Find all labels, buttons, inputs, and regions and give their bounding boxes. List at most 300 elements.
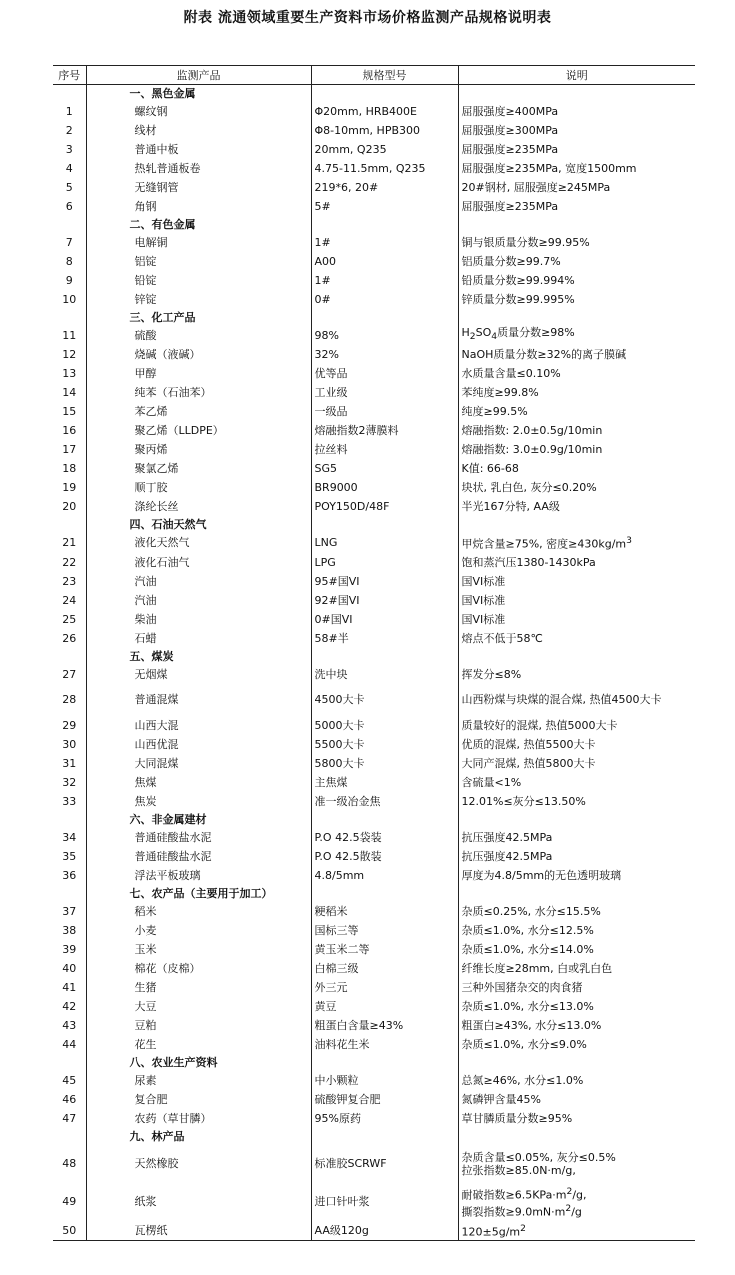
row-index: 30 xyxy=(62,737,77,751)
description: 屈服强度≥300MPa xyxy=(458,121,695,140)
table-row xyxy=(53,533,695,553)
description: 优质的混煤, 热值5500大卡 xyxy=(458,735,695,754)
spec-value: 219*6, 20# xyxy=(311,178,458,197)
product-name: 顺丁胶 xyxy=(86,478,311,497)
description: 纯度≥99.5% xyxy=(458,402,695,421)
header-spec: 规格型号 xyxy=(311,66,458,85)
product-name: 花生 xyxy=(86,1035,311,1054)
row-index: 39 xyxy=(62,942,77,956)
product-name: 天然橡胶 xyxy=(86,1145,311,1183)
description: 锌质量分数≥99.995% xyxy=(458,290,695,309)
product-name: 稻米 xyxy=(86,902,311,921)
row-index: 4 xyxy=(65,161,73,175)
index-cell xyxy=(53,216,86,233)
row-index: 19 xyxy=(62,480,77,494)
row-index: 2 xyxy=(65,123,73,137)
page-title: 附表 流通领域重要生产资料市场价格监测产品规格说明表 xyxy=(183,10,552,26)
product-name: 热轧普通板卷 xyxy=(86,159,311,178)
row-index: 28 xyxy=(62,693,77,706)
spec-value: 0#国VI xyxy=(311,610,458,629)
spec-value: 20mm, Q235 xyxy=(311,140,458,159)
table-row xyxy=(53,828,695,847)
spec-cell xyxy=(311,85,458,102)
spec-value: 5500大卡 xyxy=(311,735,458,754)
category-label: 九、林产品 xyxy=(86,1128,311,1145)
row-index: 3 xyxy=(65,142,73,156)
product-name: 聚丙烯 xyxy=(86,440,311,459)
category-row xyxy=(53,216,695,233)
table-row xyxy=(53,591,695,610)
table-row xyxy=(53,159,695,178)
row-index: 10 xyxy=(62,292,77,306)
spec-cell xyxy=(311,309,458,326)
table-row xyxy=(53,271,695,290)
table-row xyxy=(53,610,695,629)
row-index: 44 xyxy=(62,1037,77,1051)
product-name: 纯苯（石油苯） xyxy=(86,383,311,402)
product-name: 普通中板 xyxy=(86,140,311,159)
spec-value: LNG xyxy=(311,533,458,553)
description-line: 拉张指数≥85.0N·m/g, xyxy=(461,1163,576,1177)
row-index: 26 xyxy=(62,631,77,645)
product-name: 农药（草甘膦） xyxy=(86,1109,311,1128)
table-row xyxy=(53,326,695,345)
row-index: 25 xyxy=(62,612,77,626)
product-name: 大同混煤 xyxy=(86,754,311,773)
category-label: 一、黑色金属 xyxy=(86,85,311,102)
product-name: 涤纶长丝 xyxy=(86,497,311,516)
spec-cell xyxy=(311,811,458,828)
table-row xyxy=(53,478,695,497)
spec-value: 4.8/5mm xyxy=(311,866,458,885)
spec-value: 洗中块 xyxy=(311,665,458,684)
spec-value: 95#国VI xyxy=(311,572,458,591)
spec-value: 外三元 xyxy=(311,978,458,997)
table-row xyxy=(53,1145,695,1183)
spec-value: 油料花生米 xyxy=(311,1035,458,1054)
row-index: 41 xyxy=(62,980,77,994)
product-name: 焦煤 xyxy=(86,773,311,792)
spec-value: SG5 xyxy=(311,459,458,478)
index-cell xyxy=(53,811,86,828)
description-text: 甲烷含量≥75%, 密度≥430kg/m xyxy=(461,537,627,551)
product-name: 锌锭 xyxy=(86,290,311,309)
description xyxy=(458,1145,695,1183)
row-index: 34 xyxy=(62,830,77,844)
table-row xyxy=(53,553,695,572)
row-index: 14 xyxy=(62,385,77,399)
spec-cell xyxy=(311,216,458,233)
row-index: 22 xyxy=(62,555,77,569)
spec-value: 进口针叶浆 xyxy=(311,1183,458,1221)
table-row xyxy=(53,997,695,1016)
product-name: 豆粕 xyxy=(86,1016,311,1035)
description: 水质量含量≤0.10% xyxy=(458,364,695,383)
description-cell xyxy=(458,1054,695,1071)
index-cell xyxy=(53,1054,86,1071)
spec-cell xyxy=(311,1128,458,1145)
spec-value: 一级品 xyxy=(311,402,458,421)
description xyxy=(458,1221,695,1241)
description-line: 杂质含量≤0.05%, 灰分≤0.5% xyxy=(461,1150,616,1164)
spec-value: 标准胶SCRWF xyxy=(311,1145,458,1183)
table-row xyxy=(53,978,695,997)
product-name: 普通硅酸盐水泥 xyxy=(86,847,311,866)
table-row xyxy=(53,402,695,421)
description: 草甘膦质量分数≥95% xyxy=(458,1109,695,1128)
description: 大同产混煤, 热值5800大卡 xyxy=(458,754,695,773)
description: 熔融指数: 2.0±0.5g/10min xyxy=(458,421,695,440)
description: 挥发分≤8% xyxy=(458,665,695,684)
description: 杂质≤1.0%, 水分≤13.0% xyxy=(458,997,695,1016)
description: 抗压强度42.5MPa xyxy=(458,828,695,847)
spec-value: 5000大卡 xyxy=(311,716,458,735)
description xyxy=(458,1183,695,1221)
product-name: 无缝钢管 xyxy=(86,178,311,197)
category-label: 七、农产品（主要用于加工） xyxy=(86,885,311,902)
category-row xyxy=(53,309,695,326)
spec-value: 黄玉米二等 xyxy=(311,940,458,959)
spec-value: P.O 42.5散装 xyxy=(311,847,458,866)
spec-value: 优等品 xyxy=(311,364,458,383)
row-index: 13 xyxy=(62,366,77,380)
product-name: 复合肥 xyxy=(86,1090,311,1109)
table-row xyxy=(53,178,695,197)
row-index: 38 xyxy=(62,923,77,937)
product-name: 瓦楞纸 xyxy=(86,1221,311,1241)
product-name: 浮法平板玻璃 xyxy=(86,866,311,885)
spec-value: 4.75-11.5mm, Q235 xyxy=(311,159,458,178)
table-row xyxy=(53,665,695,684)
description: 熔融指数: 3.0±0.9g/10min xyxy=(458,440,695,459)
product-name: 液化石油气 xyxy=(86,553,311,572)
table-row xyxy=(53,421,695,440)
table-row xyxy=(53,252,695,271)
spec-value: Φ8-10mm, HPB300 xyxy=(311,121,458,140)
description: 杂质≤1.0%, 水分≤12.5% xyxy=(458,921,695,940)
row-index: 36 xyxy=(62,868,77,882)
row-index: 16 xyxy=(62,423,77,437)
spec-value: 4500大卡 xyxy=(311,684,458,716)
description-cell xyxy=(458,309,695,326)
row-index: 35 xyxy=(62,849,77,863)
spec-value: LPG xyxy=(311,553,458,572)
description: 粗蛋白≥43%, 水分≤13.0% xyxy=(458,1016,695,1035)
product-name: 无烟煤 xyxy=(86,665,311,684)
spec-cell xyxy=(311,648,458,665)
spec-value: 粗蛋白含量≥43% xyxy=(311,1016,458,1035)
formula-subscript: 4 xyxy=(491,331,498,343)
header-product: 监测产品 xyxy=(86,66,311,85)
spec-value: 国标三等 xyxy=(311,921,458,940)
table-row xyxy=(53,290,695,309)
table-row xyxy=(53,121,695,140)
description: 抗压强度42.5MPa xyxy=(458,847,695,866)
product-name: 烧碱（液碱） xyxy=(86,345,311,364)
row-index: 17 xyxy=(62,442,77,456)
description: 饱和蒸汽压1380-1430kPa xyxy=(458,553,695,572)
product-name: 角钢 xyxy=(86,197,311,216)
spec-value: 1# xyxy=(311,271,458,290)
index-cell xyxy=(53,85,86,102)
category-label: 六、非金属建材 xyxy=(86,811,311,828)
row-index: 12 xyxy=(62,347,77,361)
description: 屈服强度≥400MPa xyxy=(458,102,695,121)
description: 铅质量分数≥99.994% xyxy=(458,271,695,290)
table-row xyxy=(53,847,695,866)
unit-superscript: 2 xyxy=(566,1185,573,1197)
category-label: 八、农业生产资料 xyxy=(86,1054,311,1071)
description: 国VI标准 xyxy=(458,572,695,591)
row-index: 15 xyxy=(62,404,77,418)
product-name: 玉米 xyxy=(86,940,311,959)
description-line xyxy=(462,1185,693,1202)
row-index: 48 xyxy=(62,1157,77,1170)
row-index: 18 xyxy=(62,461,77,475)
product-name: 山西优混 xyxy=(86,735,311,754)
unit-superscript: 3 xyxy=(626,535,632,547)
description: 屈服强度≥235MPa xyxy=(458,140,695,159)
spec-value: 拉丝料 xyxy=(311,440,458,459)
spec-value: 准一级冶金焦 xyxy=(311,792,458,811)
description: 国VI标准 xyxy=(458,610,695,629)
spec-value: 32% xyxy=(311,345,458,364)
table-row xyxy=(53,440,695,459)
description: 杂质≤0.25%, 水分≤15.5% xyxy=(458,902,695,921)
description-text: 耐破指数≥6.5KPa·m xyxy=(461,1188,567,1202)
spec-value: Φ20mm, HRB400E xyxy=(311,102,458,121)
product-name: 尿素 xyxy=(86,1071,311,1090)
row-index: 9 xyxy=(65,273,73,287)
table-row xyxy=(53,345,695,364)
spec-value: 粳稻米 xyxy=(311,902,458,921)
description: 熔点不低于58℃ xyxy=(458,629,695,648)
description: 质量较好的混煤, 热值5000大卡 xyxy=(458,716,695,735)
category-label: 五、煤炭 xyxy=(86,648,311,665)
category-label: 四、石油天然气 xyxy=(86,516,311,533)
spec-value: 5800大卡 xyxy=(311,754,458,773)
row-index: 8 xyxy=(65,254,73,268)
spec-value: A00 xyxy=(311,252,458,271)
product-name: 汽油 xyxy=(86,591,311,610)
index-cell xyxy=(53,516,86,533)
table-row xyxy=(53,959,695,978)
table-row xyxy=(53,383,695,402)
row-index: 29 xyxy=(62,718,77,732)
product-name: 生猪 xyxy=(86,978,311,997)
product-name: 普通混煤 xyxy=(86,684,311,716)
product-name: 聚氯乙烯 xyxy=(86,459,311,478)
product-name: 棉花（皮棉） xyxy=(86,959,311,978)
spec-cell xyxy=(311,1054,458,1071)
description: 铜与银质量分数≥99.95% xyxy=(458,233,695,252)
row-index: 47 xyxy=(62,1111,77,1125)
description: NaOH质量分数≥32%的离子膜碱 xyxy=(458,345,695,364)
spec-cell xyxy=(311,885,458,902)
spec-value: 黄豆 xyxy=(311,997,458,1016)
row-index: 45 xyxy=(62,1073,77,1087)
unit-superscript: 2 xyxy=(520,1222,526,1234)
index-cell xyxy=(53,309,86,326)
description-text: 撕裂指数≥9.0mN·m xyxy=(461,1205,566,1219)
spec-value: 工业级 xyxy=(311,383,458,402)
spec-value: 白棉三级 xyxy=(311,959,458,978)
category-row xyxy=(53,1054,695,1071)
formula-part: SO xyxy=(475,326,492,340)
product-name: 硫酸 xyxy=(86,326,311,345)
index-cell xyxy=(53,1128,86,1145)
row-index: 7 xyxy=(65,235,73,249)
product-name: 山西大混 xyxy=(86,716,311,735)
table-row xyxy=(53,940,695,959)
description-text: /g xyxy=(571,1205,582,1219)
description: 半光167分特, AA级 xyxy=(458,497,695,516)
formula-subscript: 2 xyxy=(469,331,476,343)
spec-value: 0# xyxy=(311,290,458,309)
row-index: 23 xyxy=(62,574,77,588)
category-label: 二、有色金属 xyxy=(86,216,311,233)
product-name: 普通硅酸盐水泥 xyxy=(86,828,311,847)
row-index: 43 xyxy=(62,1018,77,1032)
table-header-row xyxy=(53,66,695,85)
table-row xyxy=(53,102,695,121)
row-index: 11 xyxy=(62,328,77,342)
spec-value: BR9000 xyxy=(311,478,458,497)
product-name: 线材 xyxy=(86,121,311,140)
table-row xyxy=(53,1221,695,1241)
description: 杂质≤1.0%, 水分≤14.0% xyxy=(458,940,695,959)
row-index: 1 xyxy=(65,104,73,118)
table-row xyxy=(53,684,695,716)
row-index: 20 xyxy=(62,499,77,513)
category-row xyxy=(53,516,695,533)
row-index: 50 xyxy=(53,1221,86,1241)
spec-value: 中小颗粒 xyxy=(311,1071,458,1090)
spec-value: POY150D/48F xyxy=(311,497,458,516)
table-row xyxy=(53,1071,695,1090)
table-row xyxy=(53,1035,695,1054)
row-index: 42 xyxy=(62,999,77,1013)
spec-value: 98% xyxy=(311,326,458,345)
table-row xyxy=(53,866,695,885)
row-index: 27 xyxy=(62,667,77,681)
table-row xyxy=(53,140,695,159)
spec-value: AA级120g xyxy=(311,1221,458,1241)
table-row xyxy=(53,773,695,792)
table-row xyxy=(53,735,695,754)
description: 20#钢材, 屈服强度≥245MPa xyxy=(458,178,695,197)
index-cell xyxy=(53,648,86,665)
description: 12.01%≤灰分≤13.50% xyxy=(458,792,695,811)
description-cell xyxy=(458,216,695,233)
table-row xyxy=(53,197,695,216)
description-text: 质量分数≥98% xyxy=(497,326,575,340)
index-cell xyxy=(53,885,86,902)
table-row xyxy=(53,572,695,591)
row-index: 32 xyxy=(62,775,77,789)
category-row xyxy=(53,885,695,902)
table-row xyxy=(53,1016,695,1035)
spec-value: 5# xyxy=(311,197,458,216)
description: 国VI标准 xyxy=(458,591,695,610)
product-name: 铝锭 xyxy=(86,252,311,271)
description: 山西粉煤与块煤的混合煤, 热值4500大卡 xyxy=(458,684,695,716)
product-name: 电解铜 xyxy=(86,233,311,252)
row-index: 24 xyxy=(62,593,77,607)
row-index: 46 xyxy=(62,1092,77,1106)
description-text: 120±5g/m xyxy=(461,1225,521,1239)
description: 屈服强度≥235MPa, 宽度1500mm xyxy=(458,159,695,178)
spec-value: 硫酸钾复合肥 xyxy=(311,1090,458,1109)
table-row xyxy=(53,1109,695,1128)
description-line xyxy=(462,1202,693,1219)
row-index: 31 xyxy=(62,756,77,770)
header-description: 说明 xyxy=(458,66,695,85)
description xyxy=(458,326,695,345)
description: 三种外国猪杂交的肉食猪 xyxy=(458,978,695,997)
table-row xyxy=(53,902,695,921)
description xyxy=(458,533,695,553)
spec-value: 92#国VI xyxy=(311,591,458,610)
category-row xyxy=(53,811,695,828)
table-row xyxy=(53,459,695,478)
description-text: /g, xyxy=(572,1188,587,1202)
row-index: 6 xyxy=(65,199,73,213)
row-index: 40 xyxy=(62,961,77,975)
table-row xyxy=(53,792,695,811)
description: 屈服强度≥235MPa xyxy=(458,197,695,216)
product-name: 石蜡 xyxy=(86,629,311,648)
table-row xyxy=(53,497,695,516)
spec-value: 1# xyxy=(311,233,458,252)
description-cell xyxy=(458,648,695,665)
category-row xyxy=(53,648,695,665)
description-cell xyxy=(458,1128,695,1145)
table-row xyxy=(53,233,695,252)
description-cell xyxy=(458,516,695,533)
spec-value: 熔融指数2薄膜料 xyxy=(311,421,458,440)
product-name: 苯乙烯 xyxy=(86,402,311,421)
description-cell xyxy=(458,885,695,902)
row-index: 5 xyxy=(65,180,73,194)
description: 氮磷钾含量45% xyxy=(458,1090,695,1109)
row-index: 49 xyxy=(62,1195,77,1208)
table-row xyxy=(53,364,695,383)
product-name: 螺纹钢 xyxy=(86,102,311,121)
row-index: 37 xyxy=(62,904,77,918)
product-name: 甲醇 xyxy=(86,364,311,383)
description: 含硫量<1% xyxy=(458,773,695,792)
product-name: 汽油 xyxy=(86,572,311,591)
description: 杂质≤1.0%, 水分≤9.0% xyxy=(458,1035,695,1054)
description-cell xyxy=(458,811,695,828)
description: 块状, 乳白色, 灰分≤0.20% xyxy=(458,478,695,497)
description: K值: 66-68 xyxy=(458,459,695,478)
category-row xyxy=(53,85,695,102)
header-index: 序号 xyxy=(53,66,86,85)
table-row xyxy=(53,1090,695,1109)
description: 苯纯度≥99.8% xyxy=(458,383,695,402)
unit-superscript: 2 xyxy=(565,1202,572,1214)
description-cell xyxy=(458,85,695,102)
description: 纤维长度≥28mm, 白或乳白色 xyxy=(458,959,695,978)
spec-value: 58#半 xyxy=(311,629,458,648)
table-row xyxy=(53,716,695,735)
formula-part: H xyxy=(461,326,470,340)
product-name: 柴油 xyxy=(86,610,311,629)
description: 铝质量分数≥99.7% xyxy=(458,252,695,271)
spec-value: 95%原药 xyxy=(311,1109,458,1128)
